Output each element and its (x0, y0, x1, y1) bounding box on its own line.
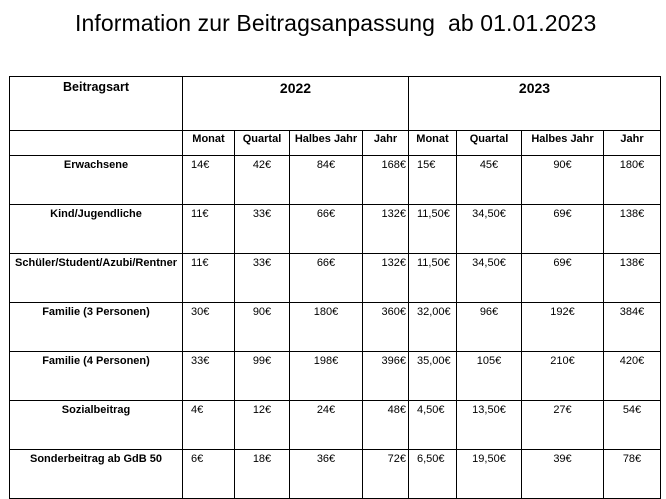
table-row (10, 254, 661, 303)
row-label: Sozialbeitrag (10, 401, 183, 450)
table-cell: 32,00€ (409, 303, 457, 352)
column-header-beitragsart: Beitragsart (10, 77, 183, 131)
year-header-2023: 2023 (409, 77, 661, 131)
table-row (10, 352, 661, 401)
table-cell: 180€ (604, 156, 661, 205)
table-cell: 45€ (457, 156, 522, 205)
row-label: Familie (3 Personen) (10, 303, 183, 352)
table-cell: 30€ (183, 303, 235, 352)
table-cell: 4,50€ (409, 401, 457, 450)
page-title: Information zur Beitragsanpassung ab 01.01.2023 (75, 10, 597, 36)
table-cell: 138€ (604, 205, 661, 254)
table-cell: 69€ (522, 205, 604, 254)
table-cell: 360€ (363, 303, 409, 352)
table-cell: 6,50€ (409, 450, 457, 499)
table-cell: 180€ (290, 303, 363, 352)
table-cell: 72€ (363, 450, 409, 499)
table-cell: 39€ (522, 450, 604, 499)
table-cell: 34,50€ (457, 254, 522, 303)
table-cell: 12€ (235, 401, 290, 450)
table-cell: 42€ (235, 156, 290, 205)
table-cell: 198€ (290, 352, 363, 401)
table-cell: 168€ (363, 156, 409, 205)
table-cell: 34,50€ (457, 205, 522, 254)
table-cell: 420€ (604, 352, 661, 401)
table-cell: 384€ (604, 303, 661, 352)
table-cell: 66€ (290, 205, 363, 254)
table-cell: 4€ (183, 401, 235, 450)
subheader-cell: Jahr (363, 131, 409, 156)
table-cell: 210€ (522, 352, 604, 401)
table-cell: 66€ (290, 254, 363, 303)
table-cell: 132€ (363, 254, 409, 303)
table-header-row (10, 77, 661, 131)
year-header-2022: 2022 (183, 77, 409, 131)
table-cell: 27€ (522, 401, 604, 450)
row-label: Schüler/Student/Azubi/Rentner (10, 254, 183, 303)
subheader-empty (10, 131, 183, 156)
table-cell: 33€ (183, 352, 235, 401)
table-cell: 69€ (522, 254, 604, 303)
table-cell: 11,50€ (409, 205, 457, 254)
table-row (10, 401, 661, 450)
subheader-cell: Monat (409, 131, 457, 156)
subheader-cell: Monat (183, 131, 235, 156)
table-cell: 15€ (409, 156, 457, 205)
table-cell: 138€ (604, 254, 661, 303)
table-cell: 18€ (235, 450, 290, 499)
table-row (10, 450, 661, 499)
table-cell: 36€ (290, 450, 363, 499)
subheader-cell: Quartal (457, 131, 522, 156)
row-label: Kind/Jugendliche (10, 205, 183, 254)
table-cell: 35,00€ (409, 352, 457, 401)
table-subheader-row (10, 131, 661, 156)
table-row (10, 156, 661, 205)
table-cell: 14€ (183, 156, 235, 205)
table-cell: 54€ (604, 401, 661, 450)
table-cell: 396€ (363, 352, 409, 401)
table-cell: 90€ (522, 156, 604, 205)
table-cell: 33€ (235, 254, 290, 303)
subheader-cell: Quartal (235, 131, 290, 156)
table-cell: 11,50€ (409, 254, 457, 303)
table-cell: 13,50€ (457, 401, 522, 450)
table-cell: 48€ (363, 401, 409, 450)
table-cell: 33€ (235, 205, 290, 254)
table-cell: 24€ (290, 401, 363, 450)
table-row (10, 303, 661, 352)
row-label: Sonderbeitrag ab GdB 50 (10, 450, 183, 499)
subheader-cell: Jahr (604, 131, 661, 156)
table-cell: 19,50€ (457, 450, 522, 499)
table-cell: 99€ (235, 352, 290, 401)
fee-table (9, 76, 661, 499)
table-cell: 192€ (522, 303, 604, 352)
table-cell: 11€ (183, 205, 235, 254)
table-cell: 90€ (235, 303, 290, 352)
table-cell: 132€ (363, 205, 409, 254)
subheader-cell: Halbes Jahr (290, 131, 363, 156)
table-cell: 78€ (604, 450, 661, 499)
table-row (10, 205, 661, 254)
table-cell: 11€ (183, 254, 235, 303)
table-cell: 6€ (183, 450, 235, 499)
table-cell: 105€ (457, 352, 522, 401)
subheader-cell: Halbes Jahr (522, 131, 604, 156)
row-label: Erwachsene (10, 156, 183, 205)
table-cell: 84€ (290, 156, 363, 205)
row-label: Familie (4 Personen) (10, 352, 183, 401)
table-cell: 96€ (457, 303, 522, 352)
